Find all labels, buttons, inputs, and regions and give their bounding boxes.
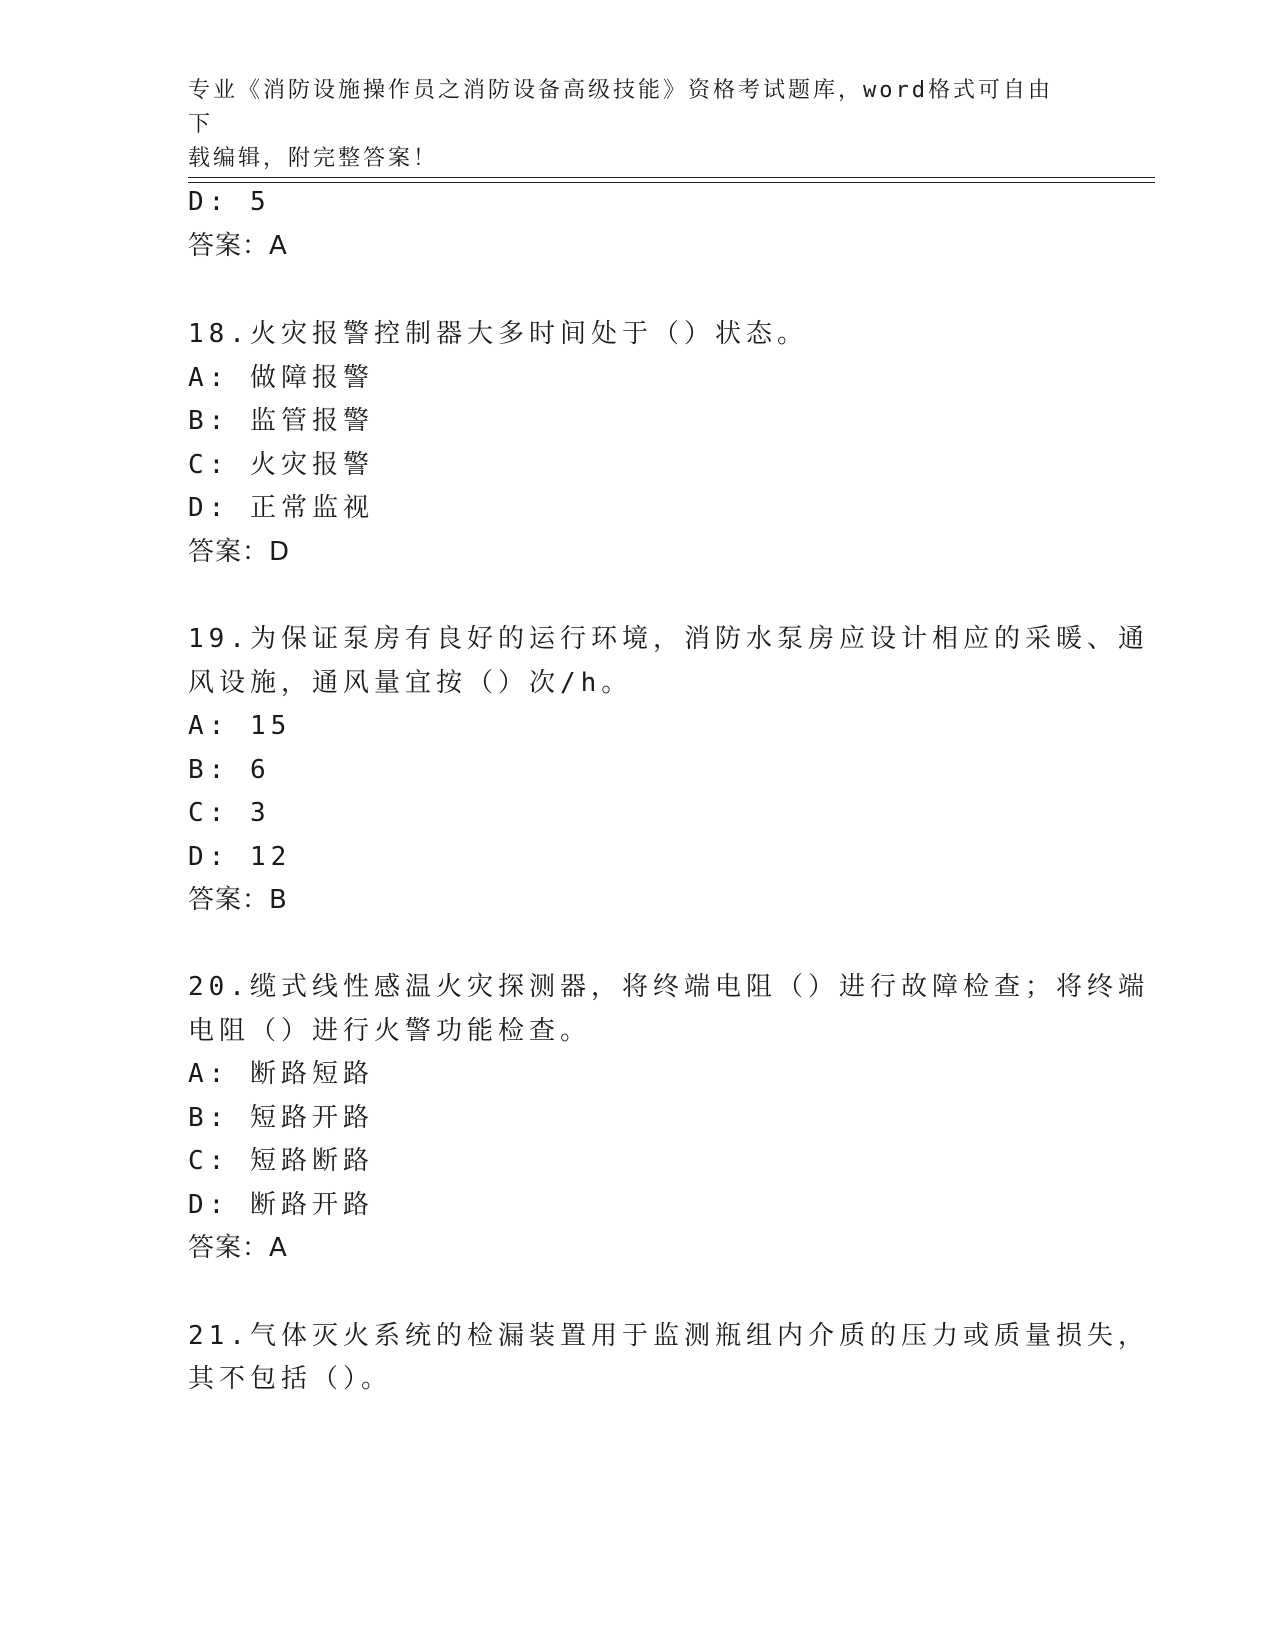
header-line-1: 专业《消防设施操作员之消防设备高级技能》资格考试题库，word格式可自由下: [188, 78, 1053, 137]
question-19-stem-line-1: 19.为保证泵房有良好的运行环境，消防水泵房应设计相应的采暖、通: [188, 624, 1149, 654]
header-line-2: 载编辑，附完整答案！: [188, 146, 439, 171]
question-18-option-a: A: 做障报警: [188, 363, 374, 393]
question-18-option-d: D: 正常监视: [188, 493, 374, 523]
question-19-option-a: A: 15: [188, 711, 292, 741]
header-divider: [188, 177, 1155, 183]
question-19-stem-line-2: 风设施，通风量宜按（）次/h。: [188, 668, 633, 698]
question-19-answer: 答案：B: [188, 885, 288, 915]
question-18-stem: 18.火灾报警控制器大多时间处于（）状态。: [188, 319, 808, 349]
document-header: [188, 74, 1068, 176]
question-19-option-c: C: 3: [188, 798, 271, 828]
prev-option-d: D: 5: [188, 187, 271, 217]
question-20-answer: 答案：A: [188, 1233, 288, 1263]
question-19-option-b: B: 6: [188, 755, 271, 785]
question-20-option-d: D: 断路开路: [188, 1190, 374, 1220]
prev-answer: 答案：A: [188, 231, 288, 261]
question-18-option-b: B: 监管报警: [188, 406, 374, 436]
question-18-option-c: C: 火灾报警: [188, 450, 374, 480]
question-18-answer: 答案：D: [188, 537, 291, 567]
question-20-stem-line-1: 20.缆式线性感温火灾探测器，将终端电阻（）进行故障检查；将终端: [188, 972, 1149, 1002]
question-20-stem-line-2: 电阻（）进行火警功能检查。: [188, 1016, 592, 1046]
question-20-option-a: A: 断路短路: [188, 1059, 374, 1089]
question-20-option-b: B: 短路开路: [188, 1103, 374, 1133]
question-20-option-c: C: 短路断路: [188, 1146, 374, 1176]
question-21-stem-line-1: 21.气体灭火系统的检漏装置用于监测瓶组内介质的压力或质量损失，: [188, 1321, 1149, 1351]
question-19-option-d: D: 12: [188, 842, 292, 872]
question-21-stem-line-2: 其不包括（）。: [188, 1364, 393, 1394]
